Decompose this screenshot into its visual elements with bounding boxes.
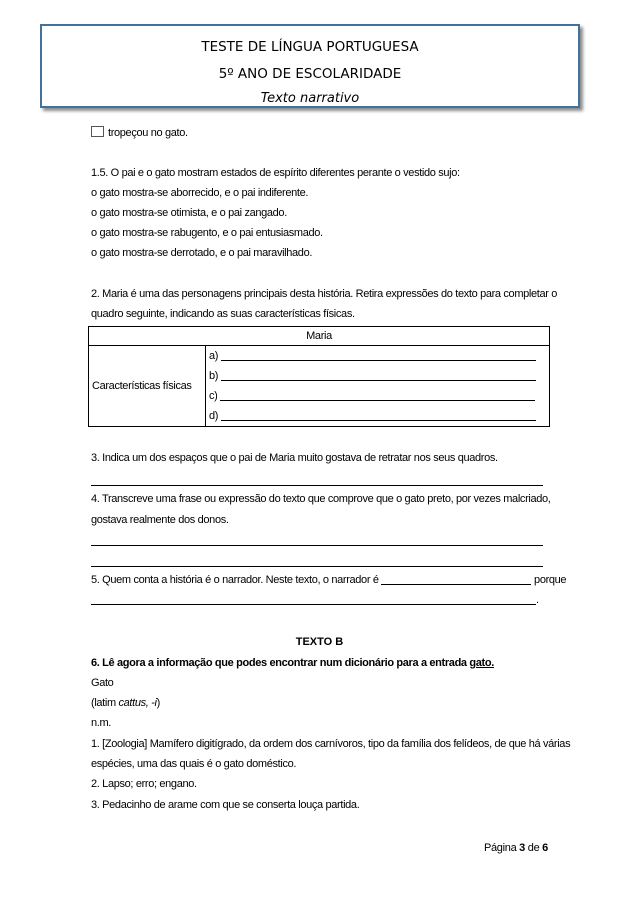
q4-prompt-line1: 4. Transcreve uma frase ou expressão do texto que comprove que o gato preto, por vezes malcriado, [91,493,551,505]
answer-line-a[interactable]: a) [209,346,546,366]
q15-option-1[interactable]: o gato mostra-se aborrecido, e o pai indiferente. [91,187,309,199]
answer-rule[interactable] [91,566,543,567]
q4-prompt-line2: gostava realmente dos donos. [91,514,229,526]
q15-prompt: 1.5. O pai e o gato mostram estados de espírito diferentes perante o vestido sujo: [91,167,460,179]
row-label: Características físicas [89,346,206,427]
answer-rule[interactable] [91,485,543,486]
answer-blank[interactable] [91,604,536,605]
q15-option-2[interactable]: o gato mostra-se otimista, e o pai zangado. [91,207,287,219]
q2-prompt-line1: 2. Maria é uma das personagens principais desta história. Retira expressões do texto para completar o [91,288,558,300]
answer-line-d[interactable]: d) [209,406,546,426]
entry-word: Gato [91,677,114,689]
answer-line-c[interactable]: c) [209,386,546,406]
school-year: 5º ANO DE ESCOLARIDADE [218,66,402,82]
definition-1-line2: espécies, uma das quais é o gato doméstico. [91,758,297,770]
text-type: Texto narrativo [260,91,360,106]
q15-option-3[interactable]: o gato mostra-se rabugento, e o pai entusiasmado. [91,227,323,239]
etymology: (latim cattus, -i) [91,697,160,709]
table-header: Maria [89,327,550,346]
answer-cell [206,346,550,427]
definition-2: 2. Lapso; erro; engano. [91,778,197,790]
part-of-speech: n.m. [91,717,111,729]
section-title: TEXTO B [295,636,344,648]
q6-word: gato. [469,657,494,669]
test-header-box [40,24,580,108]
q6-prompt: 6. Lê agora a informação que podes encontrar num dicionário para a entrada gato. [91,657,494,669]
answer-line-b[interactable]: b) [209,366,546,386]
q15-option-4[interactable]: o gato mostra-se derrotado, e o pai maravilhado. [91,247,313,259]
q3-prompt: 3. Indica um dos espaços que o pai de Maria muito gostava de retratar nos seus quadros. [91,452,498,464]
page-number: Página 3 de 6 [483,842,548,854]
test-title: TESTE DE LÍNGUA PORTUGUESA [201,39,419,55]
maria-table [88,326,550,427]
narrator-blank[interactable] [381,584,531,585]
checkbox[interactable] [91,126,104,137]
q5-prompt: 5. Quem conta a história é o narrador. Neste texto, o narrador é porque [91,574,567,586]
definition-3: 3. Pedacinho de arame com que se conserta louça partida. [91,799,360,811]
answer-rule[interactable] [91,545,543,546]
definition-1-line1: 1. [Zoologia] Mamífero digitígrado, da ordem dos carnívoros, tipo da família dos felídeos, de que há várias [91,738,571,750]
q2-prompt-line2: quadro seguinte, indicando as suas características físicas. [91,308,355,320]
q5-answer-line: . [91,594,539,606]
q14-option: tropeçou no gato. [91,126,188,139]
